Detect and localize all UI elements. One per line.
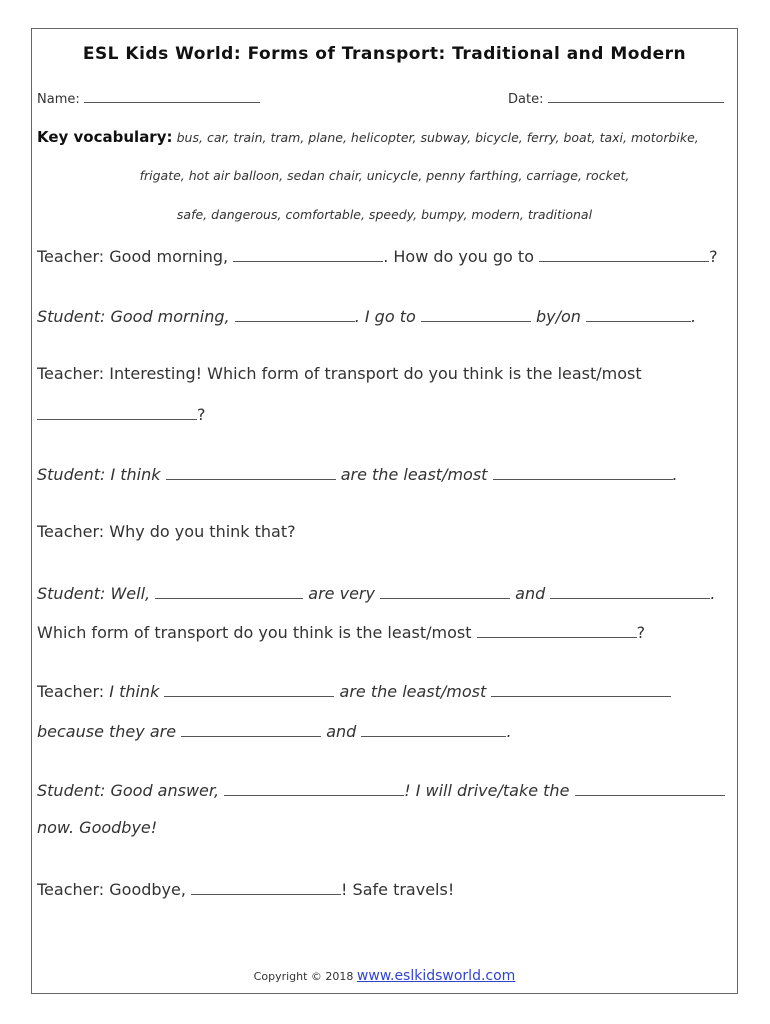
vocab-line-1: bus, car, train, tram, plane, helicopter, subway, bicycle, ferry, boat, taxi, motorbike, [176, 130, 699, 145]
blank[interactable] [477, 621, 637, 638]
name-blank[interactable] [84, 89, 260, 103]
blank[interactable] [155, 582, 303, 599]
blank[interactable] [550, 582, 710, 599]
blank[interactable] [166, 463, 336, 480]
blank[interactable] [233, 245, 383, 262]
dialogue-line-11: Student: Good answer, ! I will drive/take the [37, 779, 725, 800]
blank[interactable] [181, 720, 321, 737]
dialogue-line-7: Student: Well, are very and . [37, 584, 716, 603]
blank[interactable] [37, 403, 197, 420]
dialogue-line-13: Teacher: Goodbye, ! Safe travels! [37, 880, 455, 899]
date-label: Date: [508, 92, 544, 107]
name-field-row [37, 89, 260, 107]
vocab-label: Key vocabulary: [37, 128, 173, 146]
blank[interactable] [191, 878, 341, 895]
blank[interactable] [493, 463, 673, 480]
dialogue-line-5: Student: I think are the least/most . [37, 465, 678, 484]
dialogue-line-3: Teacher: Interesting! Which form of transport do you think is the least/most [37, 364, 642, 383]
dialogue-line-9: Teacher: I think are the least/most [37, 680, 671, 701]
vocab-row-1 [37, 128, 699, 146]
date-field-row [508, 89, 724, 107]
dialogue-line-4: ? [37, 403, 206, 424]
blank[interactable] [421, 305, 531, 322]
name-label: Name: [37, 92, 80, 107]
date-blank[interactable] [548, 89, 724, 103]
website-link[interactable]: www.eslkidsworld.com [356, 968, 516, 984]
blank[interactable] [361, 720, 506, 737]
blank[interactable] [224, 779, 404, 796]
blank[interactable] [235, 305, 355, 322]
vocab-line-2: frigate, hot air balloon, sedan chair, unicycle, penny farthing, carriage, rocket, [139, 168, 630, 183]
blank[interactable] [575, 779, 725, 796]
page-title: ESL Kids World: Forms of Transport: Traditional and Modern [82, 44, 687, 64]
blank[interactable] [586, 305, 691, 322]
blank[interactable] [380, 582, 510, 599]
dialogue-line-12: now. Goodbye! [37, 818, 158, 837]
dialogue-line-8: Which form of transport do you think is the least/most ? [37, 623, 646, 642]
blank[interactable] [491, 680, 671, 697]
copyright-text: Copyright © 2018 [253, 970, 354, 983]
dialogue-line-1: Teacher: Good morning, . How do you go to ? [37, 247, 718, 266]
footer [31, 968, 738, 984]
vocab-line-3: safe, dangerous, comfortable, speedy, bumpy, modern, traditional [176, 207, 593, 222]
dialogue-line-6: Teacher: Why do you think that? [37, 522, 296, 541]
dialogue-line-2: Student: Good morning, . I go to by/on . [37, 307, 697, 326]
blank[interactable] [164, 680, 334, 697]
dialogue-line-10: because they are and . [37, 722, 512, 741]
blank[interactable] [539, 245, 709, 262]
